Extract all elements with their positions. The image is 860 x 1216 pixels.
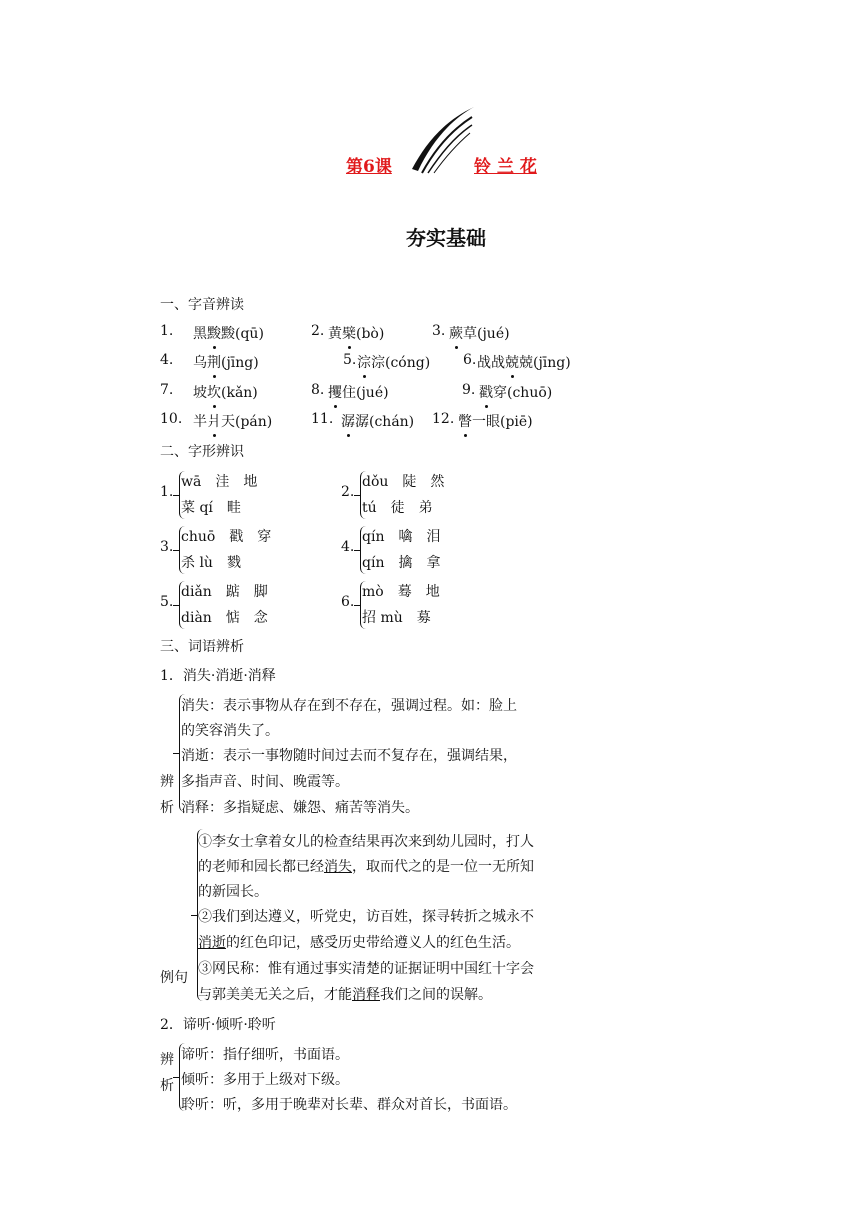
pronunciation-item bbox=[328, 382, 389, 402]
item-text-post: 穿(chuō) bbox=[493, 385, 553, 401]
analysis-line: 多指声音、时间、晚霞等。 bbox=[181, 774, 349, 790]
item-text-post: (jīng) bbox=[221, 355, 259, 371]
pronunciation-item-number: 5. bbox=[343, 352, 357, 368]
item-text-pre: 乌 bbox=[193, 355, 207, 371]
pronunciation-item-number: 4. bbox=[160, 352, 174, 368]
form-group-number: 5. bbox=[160, 594, 174, 610]
form-group-top: mò 蓦 地 bbox=[362, 584, 440, 600]
pronunciation-item-number: 3. bbox=[432, 323, 446, 339]
part1-heading: 一、字音辨读 bbox=[160, 297, 244, 313]
pronunciation-item bbox=[193, 352, 259, 372]
form-group-bottom: diàn 惦 念 bbox=[181, 610, 268, 626]
item-text-post: 草(jué) bbox=[463, 326, 510, 342]
item-text-post: 黢(qū) bbox=[221, 326, 264, 342]
item-text-pre: 黄 bbox=[328, 326, 342, 342]
pronunciation-item-number: 7. bbox=[160, 382, 174, 398]
dotted-character: 攫 bbox=[328, 382, 342, 402]
word2-side-label-1: 辨 bbox=[160, 1052, 174, 1068]
analysis-line: 谛听：指仔细听，书面语。 bbox=[181, 1047, 349, 1063]
form-group-top: chuō 戳 穿 bbox=[181, 529, 272, 545]
example-3-line-1: ③网民称：惟有通过事实清楚的证据证明中国红十字会 bbox=[198, 961, 534, 977]
item-text-post: (bò) bbox=[356, 326, 385, 342]
word2-side-label-2: 析 bbox=[160, 1078, 174, 1094]
dotted-character: 爿 bbox=[207, 411, 221, 431]
pronunciation-item bbox=[477, 352, 571, 372]
example-2-line-1: ②我们到达遵义，听党史，访百姓，探寻转折之城永不 bbox=[198, 909, 534, 925]
item-text-post: 潺(chán) bbox=[355, 414, 415, 430]
pronunciation-item-number: 9. bbox=[462, 382, 476, 398]
example-3-target-word: 消释 bbox=[352, 987, 380, 1003]
dotted-character: 戳 bbox=[479, 382, 493, 402]
dotted-character: 兢 bbox=[505, 352, 519, 372]
pronunciation-item bbox=[341, 411, 414, 431]
form-group-bottom: tú 徒 弟 bbox=[362, 500, 433, 516]
pronunciation-item bbox=[193, 411, 272, 431]
pronunciation-item bbox=[479, 382, 552, 402]
pronunciation-item-number: 11. bbox=[311, 411, 334, 427]
example-2-line-2 bbox=[198, 932, 520, 952]
pronunciation-item bbox=[328, 323, 384, 343]
section-title: 夯实基础 bbox=[406, 226, 486, 250]
item-text-post: 兢(jīng) bbox=[519, 355, 571, 371]
lesson-label: 第6课 bbox=[346, 157, 392, 177]
example-1-line-2 bbox=[198, 856, 534, 876]
item-text-post: (kǎn) bbox=[221, 385, 258, 401]
pronunciation-item bbox=[193, 382, 258, 402]
pronunciation-item-number: 8. bbox=[311, 382, 325, 398]
item-text-post: 住(jué) bbox=[342, 385, 389, 401]
example-2-post: 的红色印记，感受历史带给遵义人的红色生活。 bbox=[226, 935, 520, 951]
example-2-target-word: 消逝 bbox=[198, 935, 226, 951]
item-text-pre: 黑 bbox=[193, 326, 207, 342]
word1-side-label-2: 析 bbox=[160, 800, 174, 816]
example-1-line-3: 的新园长。 bbox=[198, 884, 268, 900]
word1-side-label-1: 辨 bbox=[160, 774, 174, 790]
form-group-number: 4. bbox=[341, 539, 355, 555]
form-group-bottom: 杀 lù 戮 bbox=[181, 555, 241, 571]
word2-title: 2．谛听·倾听·聆听 bbox=[160, 1017, 276, 1033]
dotted-character: 淙 bbox=[357, 352, 371, 372]
form-group-top: dǒu 陡 然 bbox=[362, 474, 445, 490]
analysis-line: 消逝：表示一事物随时间过去而不复存在，强调结果， bbox=[181, 748, 517, 764]
part3-heading: 三、词语辨析 bbox=[160, 639, 244, 655]
part2-heading: 二、字形辨识 bbox=[160, 444, 244, 460]
analysis-line: 倾听：多用于上级对下级。 bbox=[181, 1072, 349, 1088]
form-group-bottom: qín 擒 拿 bbox=[362, 555, 441, 571]
analysis-line: 消释：多指疑虑、嫌怨、痛苦等消失。 bbox=[181, 800, 419, 816]
word1-title: 1．消失·消逝·消释 bbox=[160, 668, 276, 684]
word1-example-label: 例句 bbox=[160, 970, 188, 986]
form-group-number: 3. bbox=[160, 539, 174, 555]
form-group-number: 1. bbox=[160, 484, 174, 500]
example-1-pre: 的老师和园长都已经 bbox=[198, 859, 324, 875]
item-text-post: 一眼(piē) bbox=[472, 414, 533, 430]
form-group-number: 6. bbox=[341, 594, 355, 610]
analysis-line: 的笑容消失了。 bbox=[181, 723, 279, 739]
form-group-top: diǎn 踮 脚 bbox=[181, 584, 268, 600]
form-group-bottom: 菜 qí 畦 bbox=[181, 500, 241, 516]
pronunciation-item-number: 6. bbox=[463, 352, 477, 368]
example-1-line-1: ①李女士拿着女儿的检查结果再次来到幼儿园时，打人 bbox=[198, 834, 534, 850]
dotted-character: 蕨 bbox=[449, 323, 463, 343]
example-1-target-word: 消失 bbox=[324, 859, 352, 875]
lesson-title: 铃 兰 花 bbox=[474, 157, 537, 177]
dotted-character: 黢 bbox=[207, 323, 221, 343]
example-1-post: ，取而代之的是一位一无所知 bbox=[352, 859, 534, 875]
item-text-pre: 半 bbox=[193, 414, 207, 430]
dotted-character: 潺 bbox=[341, 411, 355, 431]
analysis-line: 聆听：听，多用于晚辈对长辈、群众对首长，书面语。 bbox=[181, 1097, 517, 1113]
dotted-character: 坎 bbox=[207, 382, 221, 402]
analysis-line: 消失：表示事物从存在到不存在，强调过程。如：脸上 bbox=[181, 698, 517, 714]
pronunciation-item-number: 1. bbox=[160, 323, 174, 339]
item-text-pre: 战战 bbox=[477, 355, 505, 371]
pronunciation-item bbox=[357, 352, 430, 372]
item-text-post: 天(pán) bbox=[221, 414, 273, 430]
dotted-character: 荆 bbox=[207, 352, 221, 372]
dotted-character: 檗 bbox=[342, 323, 356, 343]
pronunciation-item-number: 10. bbox=[160, 411, 183, 427]
pronunciation-item bbox=[458, 411, 533, 431]
form-group-bottom: 招 mù 募 bbox=[362, 610, 431, 626]
pronunciation-item-number: 2. bbox=[311, 323, 325, 339]
pronunciation-item bbox=[193, 323, 264, 343]
pronunciation-item bbox=[449, 323, 510, 343]
pronunciation-item-number: 12. bbox=[432, 411, 455, 427]
form-group-top: wā 洼 地 bbox=[181, 474, 258, 490]
example-3-pre: 与郭美美无关之后，才能 bbox=[198, 987, 352, 1003]
example-3-post: 我们之间的误解。 bbox=[380, 987, 492, 1003]
swoosh-logo bbox=[408, 103, 476, 175]
item-text-post: 淙(cóng) bbox=[371, 355, 431, 371]
form-group-top: qín 噙 泪 bbox=[362, 529, 441, 545]
example-3-line-2 bbox=[198, 984, 492, 1004]
form-group-number: 2. bbox=[341, 484, 355, 500]
dotted-character: 瞥 bbox=[458, 411, 472, 431]
item-text-pre: 坡 bbox=[193, 385, 207, 401]
